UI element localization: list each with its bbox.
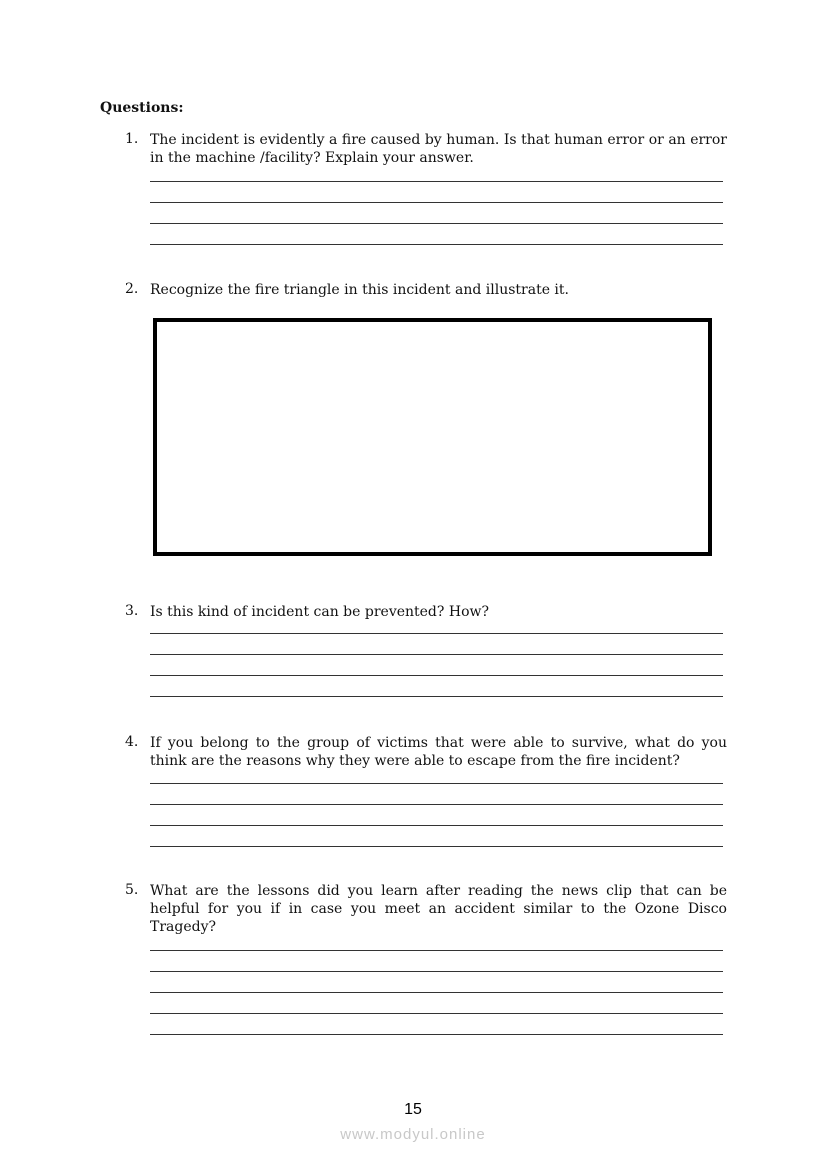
question-2-text: Recognize the fire triangle in this incident and illustrate it. [150, 282, 569, 298]
answer-line[interactable] [150, 950, 723, 951]
answer-line[interactable] [150, 1013, 723, 1014]
answer-line[interactable] [150, 825, 723, 826]
answer-line[interactable] [150, 633, 723, 634]
answer-line[interactable] [150, 846, 723, 847]
answer-line[interactable] [150, 202, 723, 203]
answer-line[interactable] [150, 654, 723, 655]
watermark: www.modyul.online [340, 1126, 486, 1143]
question-4-number: 4. [125, 734, 139, 750]
question-3-text: Is this kind of incident can be prevented? How? [150, 604, 489, 620]
illustration-box[interactable] [153, 318, 712, 556]
questions-heading: Questions: [100, 100, 184, 116]
question-1-text: The incident is evidently a fire caused by human. Is that human error or an error in the machine /facility? Explain your answer. [150, 132, 727, 166]
answer-line[interactable] [150, 696, 723, 697]
answer-line[interactable] [150, 181, 723, 182]
question-5-number: 5. [125, 882, 139, 898]
answer-line[interactable] [150, 244, 723, 245]
answer-line[interactable] [150, 992, 723, 993]
page-number: 15 [404, 1101, 422, 1118]
answer-line[interactable] [150, 223, 723, 224]
answer-line[interactable] [150, 783, 723, 784]
answer-line[interactable] [150, 1034, 723, 1035]
answer-line[interactable] [150, 675, 723, 676]
answer-line[interactable] [150, 804, 723, 805]
question-1-number: 1. [125, 131, 139, 147]
answer-line[interactable] [150, 971, 723, 972]
question-5-text: What are the lessons did you learn after reading the news clip that can be helpful for you if in case you meet an accident similar to the Ozone Disco Tragedy? [150, 883, 727, 935]
question-3-number: 3. [125, 603, 139, 619]
question-2-number: 2. [125, 281, 139, 297]
question-4-text: If you belong to the group of victims that were able to survive, what do you think are the reasons why they were able to escape from the fire incident? [150, 735, 727, 769]
